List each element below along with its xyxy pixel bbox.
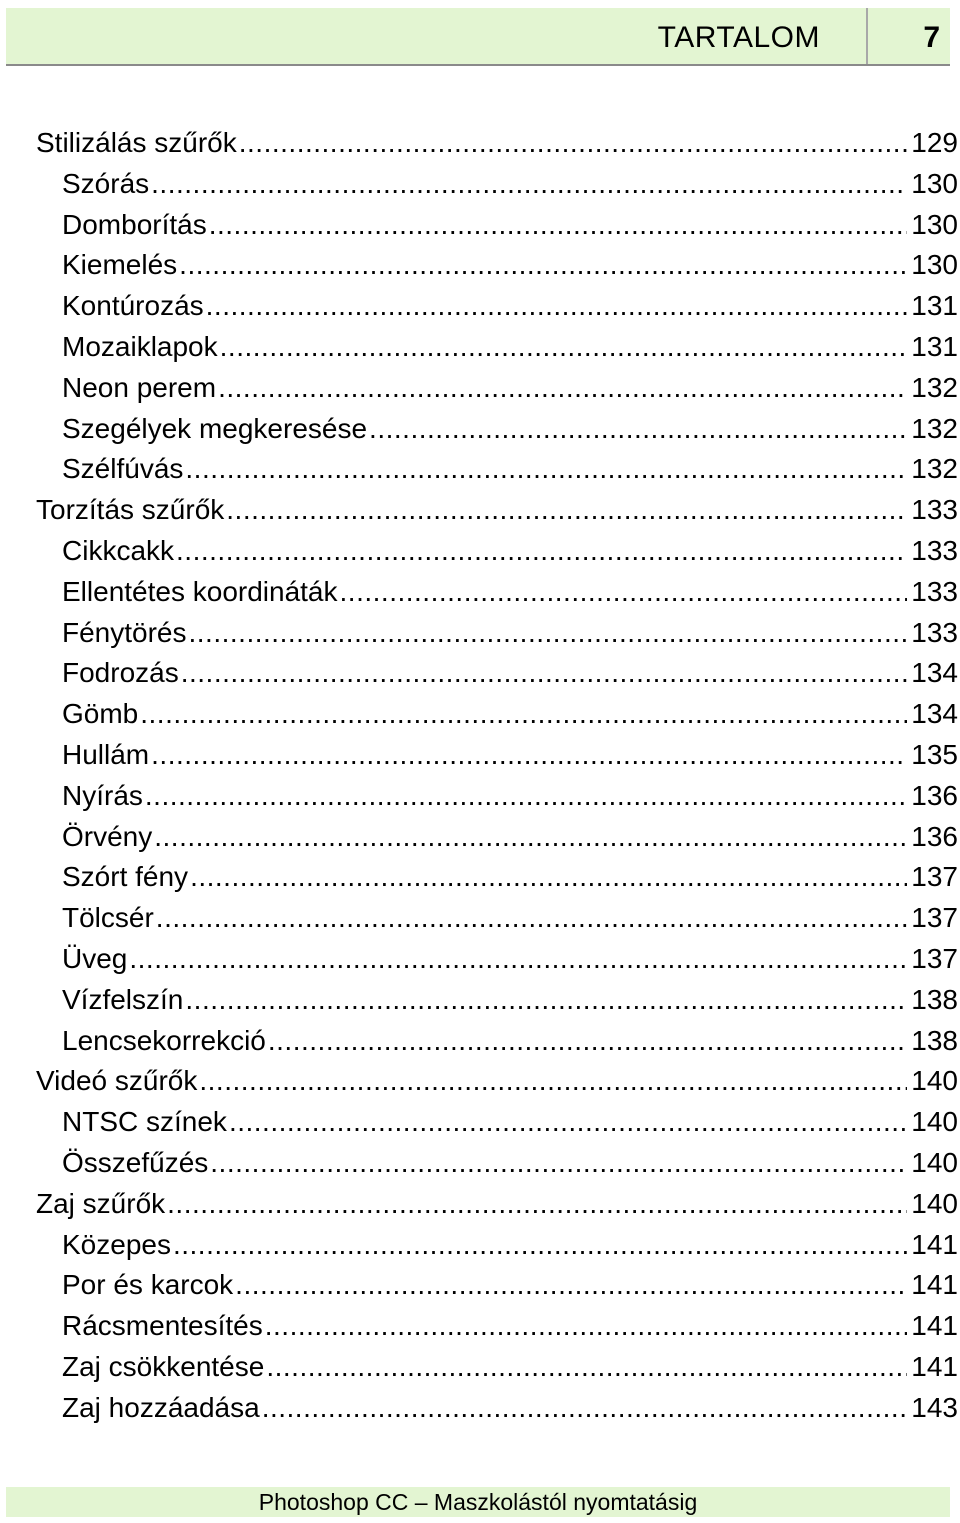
toc-entry-page: 141 — [911, 1350, 958, 1382]
toc-entry[interactable] — [36, 409, 958, 450]
toc-entry[interactable] — [36, 245, 958, 286]
toc-entry-label: Zaj hozzáadása — [62, 1391, 260, 1423]
toc-entry[interactable] — [36, 1061, 958, 1102]
toc-entry-label: Rácsmentesítés — [62, 1310, 263, 1342]
toc-entry[interactable] — [36, 327, 958, 368]
toc-entry-label: Szélfúvás — [62, 453, 184, 485]
toc-entry-page: 131 — [911, 330, 958, 362]
toc-entry-page: 130 — [911, 167, 958, 199]
toc-dot-leader — [173, 1225, 907, 1265]
toc-entry-page: 136 — [911, 779, 958, 811]
toc-entry-page: 133 — [911, 494, 958, 526]
toc-entry-page: 141 — [911, 1228, 958, 1260]
toc-entry[interactable] — [36, 1265, 958, 1306]
toc-entry-label: Üveg — [62, 942, 128, 974]
toc-entry-label: Ellentétes koordináták — [62, 575, 338, 607]
toc-dot-leader — [226, 490, 907, 530]
toc-entry[interactable] — [36, 776, 958, 817]
toc-dot-leader — [156, 898, 907, 938]
toc-entry-label: Nyírás — [62, 779, 143, 811]
toc-entry-label: Szórás — [62, 167, 150, 199]
page-footer — [6, 1487, 950, 1517]
toc-entry-page: 134 — [911, 698, 958, 730]
toc-dot-leader — [145, 776, 907, 816]
toc-entry-page: 137 — [911, 942, 958, 974]
toc-dot-leader — [181, 653, 908, 693]
toc-entry[interactable] — [36, 613, 958, 654]
toc-entry[interactable] — [36, 1021, 958, 1062]
toc-entry-page: 143 — [911, 1391, 958, 1423]
toc-entry[interactable] — [36, 531, 958, 572]
toc-dot-leader — [369, 409, 907, 449]
toc-dot-leader — [190, 857, 907, 897]
toc-entry[interactable] — [36, 735, 958, 776]
toc-dot-leader — [262, 1388, 908, 1428]
toc-entry[interactable] — [36, 164, 958, 205]
toc-entry-page: 134 — [911, 657, 958, 689]
toc-entry[interactable] — [36, 653, 958, 694]
toc-entry[interactable] — [36, 123, 958, 164]
toc-entry-label: Kiemelés — [62, 249, 178, 281]
toc-entry[interactable] — [36, 939, 958, 980]
toc-entry-page: 137 — [911, 861, 958, 893]
toc-entry[interactable] — [36, 368, 958, 409]
toc-dot-leader — [220, 327, 908, 367]
toc-dot-leader — [209, 205, 908, 245]
toc-entry-label: Stilizálás szűrők — [36, 127, 237, 158]
toc-entry[interactable] — [36, 572, 958, 613]
toc-dot-leader — [268, 1021, 907, 1061]
toc-entry-label: Por és karcok — [62, 1269, 234, 1301]
toc-entry-label: Örvény — [62, 820, 153, 852]
toc-dot-leader — [235, 1265, 907, 1305]
toc-entry-label: Cikkcakk — [62, 534, 175, 566]
toc-entry[interactable] — [36, 1388, 958, 1429]
toc-entry-page: 141 — [911, 1310, 958, 1342]
toc-dot-leader — [218, 368, 907, 408]
toc-entry-page: 140 — [911, 1106, 958, 1138]
toc-entry-label: Vízfelszín — [62, 983, 184, 1015]
toc-dot-leader — [239, 123, 908, 163]
header-divider — [866, 8, 868, 64]
toc-entry-label: Tölcsér — [62, 902, 154, 934]
toc-entry-label: Fénytörés — [62, 616, 187, 648]
toc-entry[interactable] — [36, 980, 958, 1021]
toc-entry-page: 130 — [911, 249, 958, 281]
toc-entry-page: 133 — [911, 575, 958, 607]
toc-entry[interactable] — [36, 1306, 958, 1347]
toc-entry[interactable] — [36, 286, 958, 327]
toc-dot-leader — [179, 245, 907, 285]
toc-dot-leader — [266, 1347, 907, 1387]
toc-dot-leader — [154, 817, 907, 857]
toc-dot-leader — [176, 531, 907, 571]
toc-dot-leader — [185, 980, 907, 1020]
toc-dot-leader — [199, 1061, 907, 1101]
toc-entry-page: 132 — [911, 412, 958, 444]
toc-dot-leader — [340, 572, 908, 612]
toc-entry-label: Neon perem — [62, 371, 217, 403]
toc-entry-page: 135 — [911, 738, 958, 770]
toc-entry-label: Gömb — [62, 698, 139, 730]
toc-entry[interactable] — [36, 490, 958, 531]
toc-entry[interactable] — [36, 449, 958, 490]
toc-entry-label: NTSC színek — [62, 1106, 227, 1138]
toc-entry[interactable] — [36, 694, 958, 735]
toc-entry-page: 129 — [911, 127, 958, 158]
toc-entry-page: 137 — [911, 902, 958, 934]
toc-dot-leader — [265, 1306, 908, 1346]
toc-dot-leader — [151, 735, 907, 775]
toc-entry-label: Szegélyek megkeresése — [62, 412, 368, 444]
toc-entry-label: Mozaiklapok — [62, 330, 218, 362]
toc-entry-page: 133 — [911, 616, 958, 648]
toc-entry-label: Zaj csökkentése — [62, 1350, 265, 1382]
toc-entry-page: 132 — [911, 371, 958, 403]
toc-entry-label: Fodrozás — [62, 657, 179, 689]
toc-entry[interactable] — [36, 817, 958, 858]
toc-dot-leader — [151, 164, 907, 204]
toc-entry-page: 140 — [911, 1146, 958, 1178]
toc-entry[interactable] — [36, 205, 958, 246]
toc-entry-page: 138 — [911, 1024, 958, 1056]
toc-dot-leader — [129, 939, 907, 979]
toc-entry-label: Videó szűrők — [36, 1065, 198, 1097]
toc-entry-page: 140 — [911, 1187, 958, 1219]
toc-entry[interactable] — [36, 1102, 958, 1143]
toc-entry[interactable] — [36, 1143, 958, 1184]
toc-entry-page: 138 — [911, 983, 958, 1015]
toc-entry-label: Torzítás szűrők — [36, 494, 225, 526]
toc-entry-label: Szórt fény — [62, 861, 189, 893]
toc-entry[interactable] — [36, 898, 958, 939]
toc-dot-leader — [185, 449, 907, 489]
toc-dot-leader — [167, 1184, 907, 1224]
toc-entry-label: Domborítás — [62, 208, 207, 240]
toc-entry-label: Lencsekorrekció — [62, 1024, 266, 1056]
toc-dot-leader — [229, 1102, 907, 1142]
toc-entry-label: Összefűzés — [62, 1146, 209, 1178]
toc-entry-label: Közepes — [62, 1228, 171, 1260]
toc-entry-page: 132 — [911, 453, 958, 485]
toc-entry[interactable] — [36, 1347, 958, 1388]
toc-entry-label: Kontúrozás — [62, 290, 204, 322]
footer-text: Photoshop CC – Maszkolástól nyomtatásig — [258, 1489, 698, 1515]
toc-dot-leader — [206, 286, 908, 326]
header-page-number: 7 — [923, 21, 940, 54]
toc-entry[interactable] — [36, 1184, 958, 1225]
header-title: TARTALOM — [657, 21, 820, 54]
toc-entry-page: 130 — [911, 208, 958, 240]
toc-entry-page: 133 — [911, 534, 958, 566]
toc-entry-page: 140 — [911, 1065, 958, 1097]
toc-entry-page: 131 — [911, 290, 958, 322]
table-of-contents — [36, 123, 958, 1429]
toc-dot-leader — [210, 1143, 907, 1183]
toc-entry-page: 136 — [911, 820, 958, 852]
toc-entry-label: Zaj szűrők — [36, 1187, 166, 1219]
toc-entry-label: Hullám — [62, 738, 150, 770]
toc-entry[interactable] — [36, 857, 958, 898]
toc-dot-leader — [140, 694, 907, 734]
page-header — [6, 8, 950, 66]
toc-entry-page: 141 — [911, 1269, 958, 1301]
toc-dot-leader — [189, 613, 908, 653]
toc-entry[interactable] — [36, 1225, 958, 1266]
